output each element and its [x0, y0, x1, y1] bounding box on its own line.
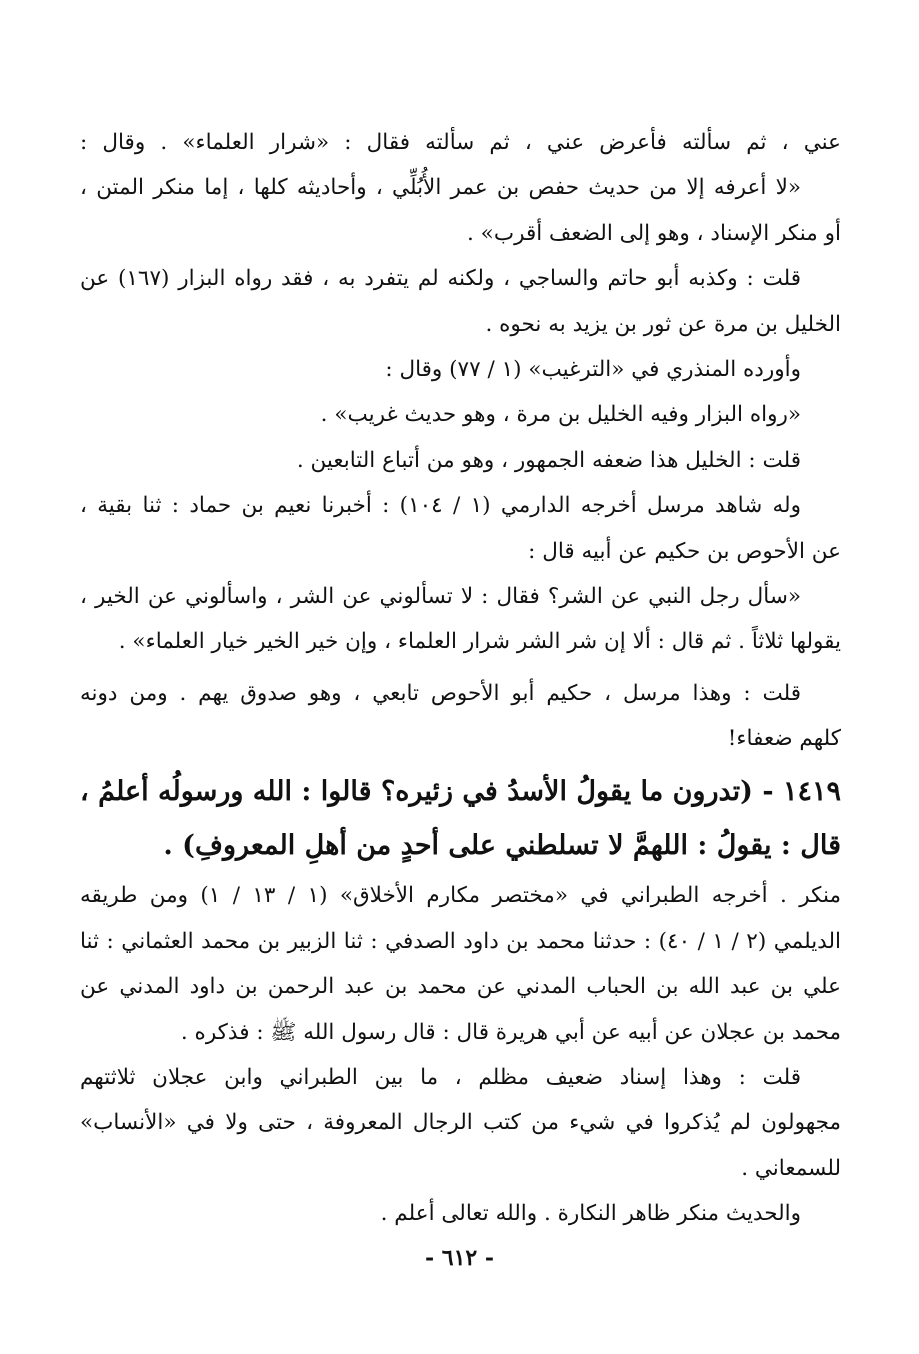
text-line: محمد بن عجلان عن أبيه عن أبي هريرة قال : قال رسول الله ﷺ : فذكره .	[180, 1019, 841, 1045]
text-line: وله شاهد مرسل أخرجه الدارمي (١ / ١٠٤) : أخبرنا نعيم بن حماد : ثنا بقية ،	[80, 493, 801, 519]
text-line: قلت : وهذا مرسل ، حكيم أبو الأحوص تابعي ، وهو صدوق يهم . ومن دونه	[80, 680, 801, 706]
text-line: منكر . أخرجه الطبراني في «مختصر مكارم الأخلاق» (١ / ١٣ / ١) ومن طريقه	[80, 883, 841, 909]
text-line: عن الأحوص بن حكيم عن أبيه قال :	[528, 538, 841, 564]
text-line: كلهم ضعفاء!	[727, 726, 841, 752]
hadith-heading-line: ١٤١٩ - (تدرون ما يقولُ الأسدُ في زئيره؟ قالوا : الله ورسولُه أعلمُ ،	[80, 776, 841, 808]
text-line: الديلمي (٢ / ١ / ٤٠) : حدثنا محمد بن داود الصدفي : ثنا الزبير بن محمد العثماني : ثنا	[80, 928, 841, 954]
text-line: قلت : وكذبه أبو حاتم والساجي ، ولكنه لم يتفرد به ، فقد رواه البزار (١٦٧) عن	[80, 266, 801, 292]
text-line: عني ، ثم سألته فأعرض عني ، ثم سألته فقال : «شرار العلماء» . وقال :	[80, 130, 841, 155]
text-line: مجهولون لم يُذكروا في شيء من كتب الرجال المعروفة ، حتى ولا في «الأنساب»	[80, 1110, 841, 1136]
text-line: الخليل بن مرة عن ثور بن يزيد به نحوه .	[485, 311, 841, 337]
text-line: قلت : الخليل هذا ضعفه الجمهور ، وهو من أتباع التابعين .	[296, 447, 801, 473]
hadith-heading-line: قال : يقولُ : اللهمَّ لا تسلطني على أحدٍ من أهلِ المعروفِ) .	[163, 830, 841, 862]
text-line: قلت : وهذا إسناد ضعيف مظلم ، ما بين الطبراني وابن عجلان ثلاثتهم	[80, 1065, 801, 1091]
page-number: - ٦١٢ -	[424, 1245, 495, 1271]
text-line: يقولها ثلاثاً . ثم قال : ألا إن شر الشر شرار العلماء ، وإن خير الخير خيار العلماء» .	[118, 629, 841, 655]
text-line: «سأل رجل النبي عن الشر؟ فقال : لا تسألوني عن الشر ، واسألوني عن الخير ،	[80, 583, 801, 609]
text-line: أو منكر الإسناد ، وهو إلى الضعف أقرب» .	[467, 220, 841, 246]
text-line: وأورده المنذري في «الترغيب» (١ / ٧٧) وقال :	[385, 356, 801, 382]
text-line: للسمعاني .	[741, 1155, 841, 1181]
text-line: «رواه البزار وفيه الخليل بن مرة ، وهو حديث غريب» .	[320, 402, 801, 428]
text-line: «لا أعرفه إلا من حديث حفص بن عمر الأُبُلِّي ، وأحاديثه كلها ، إما منكر المتن ،	[80, 175, 801, 201]
text-line: علي بن عبد الله بن الحباب المدني عن محمد بن عبد الرحمن بن داود المدني عن	[80, 974, 841, 1000]
text-line: والحديث منكر ظاهر النكارة . والله تعالى أعلم .	[380, 1201, 801, 1227]
